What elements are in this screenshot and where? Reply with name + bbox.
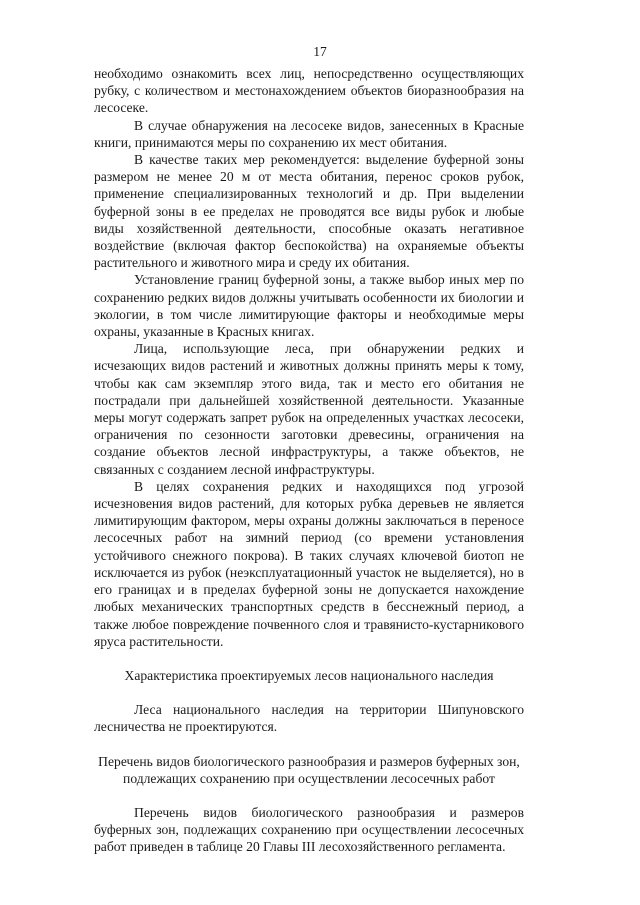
section-heading-heritage-forests: Характеристика проектируемых лесов национального наследия <box>124 667 494 683</box>
paragraph-continuation: необходимо ознакомить всех лиц, непосредственно осуществляющих рубку, с количеством и местонахождением объектов биоразнообразия на лесосеке. <box>94 66 524 116</box>
document-body <box>94 65 524 856</box>
paragraph-winter-logging: В целях сохранения редких и находящихся под угрозой исчезновения видов растений, для которых рубка деревьев не является лимитирующим фактором, меры охраны должны заключаться в переносе лесосечных работ на зимний период (со времени установления устойчивого снежного покрова). В таких случаях ключевой биотоп не исключается из рубок (неэксплуатационный участок не выделяется), но в его границах и в пределах буферной зоны не допускается нахождение любых механических транспортных средств в бесснежный период, а также любое повреждение почвенного слоя и травянисто-кустарникового яруса растительности. <box>94 478 524 649</box>
paragraph-heritage-forests: Леса национального наследия на территории Шипуновского лесничества не проектируются. <box>94 702 524 735</box>
paragraph-buffer-zone-boundaries: Установление границ буферной зоны, а также выбор иных мер по сохранению редких видов должны учитывать особенности их биологии и экологии, в том числе лимитирующие факторы и необходимые меры охраны, указанные в Красных книгах. <box>94 272 524 340</box>
paragraph-buffer-zone-measures: В качестве таких мер рекомендуется: выделение буферной зоны размером не менее 20 м от места обитания, перенос сроков рубок, применение специализированных технологий и др. При выделении буферной зоны в ее пределах не проводятся все виды рубок и любые виды хозяйственной деятельности, способные оказать негативное воздействие (включая фактор беспокойства) на охраняемые объекты растительного и животного мира и среду их обитания. <box>94 152 524 271</box>
paragraph-biodiversity-list: Перечень видов биологического разнообразия и размеров буферных зон, подлежащих сохранению при осуществлении лесосечных работ приведен в таблице 20 Главы III лесохозяйственного регламента. <box>94 804 524 855</box>
section-heading-biodiversity-line1: Перечень видов биологического разнообразия и размеров буферных зон, <box>98 753 520 769</box>
page-number: 17 <box>313 44 327 59</box>
section-heading-biodiversity-line2: подлежащих сохранению при осуществлении лесосечных работ <box>123 770 495 786</box>
paragraph-red-book-species: В случае обнаружения на лесосеке видов, занесенных в Красные книги, принимаются меры по сохранению их мест обитания. <box>94 117 524 150</box>
paragraph-forest-users-duties: Лица, использующие леса, при обнаружении редких и исчезающих видов растений и животных должны принять меры к тому, чтобы как сам экземпляр этого вида, так и место его обитания не пострадали при дальнейшей хозяйственной деятельности. Указанные меры могут содержать запрет рубок на определенных участках лесосеки, ограничения по сезонности заготовки древесины, ограничения на создание объектов лесной инфраструктуры, а также объектов, не связанных с созданием лесной инфраструктуры. <box>94 341 524 477</box>
